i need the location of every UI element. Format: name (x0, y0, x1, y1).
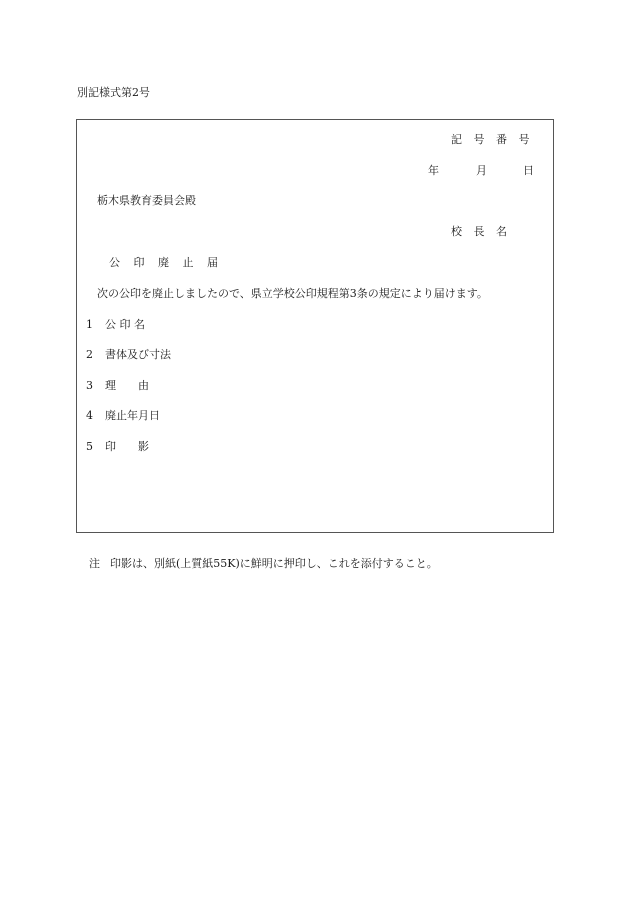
item-label: 公 印 名 (105, 318, 145, 331)
list-item (86, 318, 145, 332)
list-item (86, 409, 160, 423)
footnote-text: 印影は、別紙(上質紙55K)に鮮明に押印し、これを添付すること。 (110, 557, 438, 570)
item-label: 印 影 (105, 440, 149, 453)
list-item (86, 348, 171, 362)
footnote-label: 注 (89, 557, 100, 570)
item-number: 1 (86, 318, 93, 331)
document-number-label: 記 号 番 号 (451, 133, 530, 146)
date-year-label: 年 (428, 164, 439, 177)
form-number-label: 別記様式第2号 (77, 86, 150, 99)
addressee: 栃木県教育委員会殿 (97, 194, 196, 207)
form-frame (76, 119, 554, 533)
item-number: 3 (86, 379, 93, 392)
item-label: 理 由 (105, 379, 149, 392)
item-label: 廃止年月日 (105, 409, 160, 422)
item-number: 4 (86, 409, 93, 422)
footnote (89, 557, 438, 571)
principal-name-label: 校 長 名 (451, 225, 507, 238)
item-number: 5 (86, 440, 93, 453)
body-text: 次の公印を廃止しましたので、県立学校公印規程第3条の規定により届けます。 (97, 287, 488, 300)
item-label: 書体及び寸法 (105, 348, 171, 361)
list-item (86, 379, 149, 393)
document-title: 公 印 廃 止 届 (109, 256, 218, 269)
list-item (86, 440, 149, 454)
item-number: 2 (86, 348, 93, 361)
date-day-label: 日 (523, 164, 534, 177)
date-month-label: 月 (476, 164, 487, 177)
